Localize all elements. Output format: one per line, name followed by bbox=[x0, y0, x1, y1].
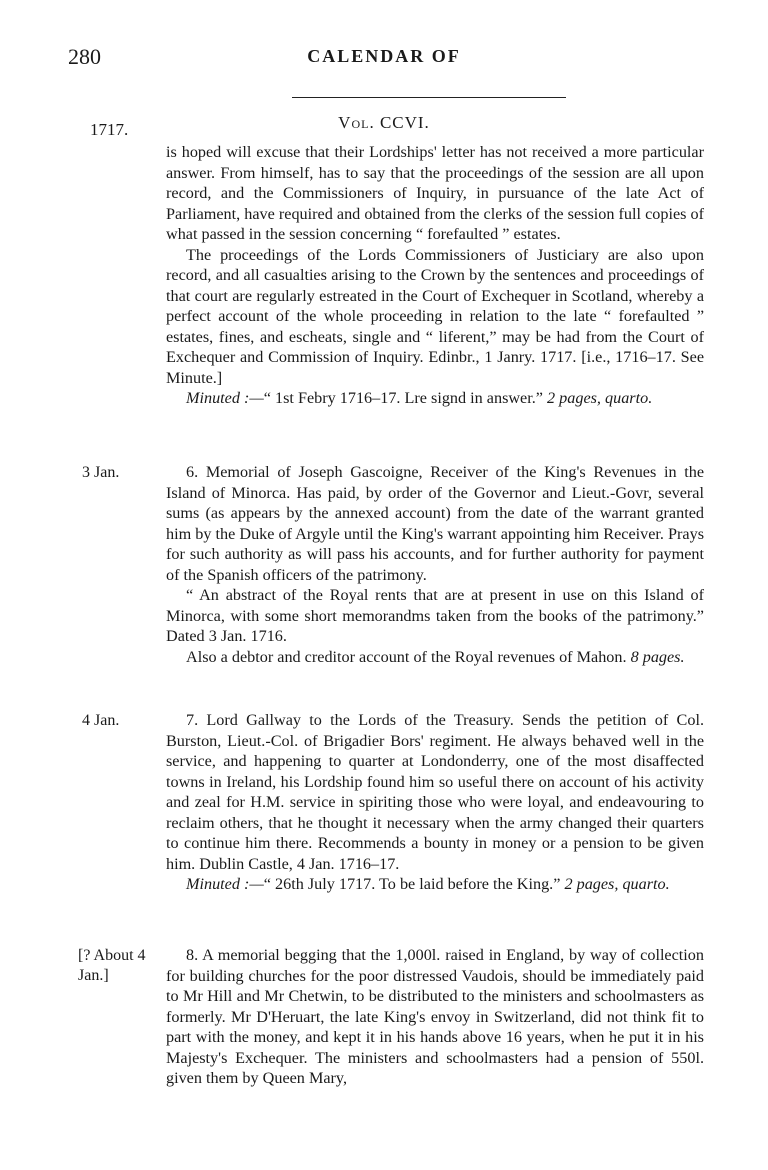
header-rule bbox=[292, 97, 566, 98]
pages-note: 2 pages, quarto. bbox=[547, 389, 653, 407]
minute-text: “ 1st Febry 1716–17. Lre signd in answer.” bbox=[263, 389, 543, 407]
continuation-paragraph: is hoped will excuse that their Lordships' letter has not received a more particular answer. From himself, has to say that the proceedings of the session are all upon record, and the Commissioners of Inquiry, in pursuance of the late Act of Parliament, have required and obtained from the clerks of the session full copies of what passed in the session concerning “ forefaulted ” estates. bbox=[166, 143, 704, 243]
margin-date-entry-6: 3 Jan. bbox=[82, 464, 120, 481]
entry-8 bbox=[166, 945, 704, 1089]
entry-paragraph-text: Also a debtor and creditor account of the Royal revenues of Mahon. bbox=[186, 647, 627, 666]
continuation-paragraph-2: The proceedings of the Lords Commissioners of Justiciary are also upon record, and all casualties arising to the Crown by the sentences and proceedings of that court are regularly estreated in the Court of Exchequer in Scotland, whereby a perfect account of the whole proceeding in relation to the late “ forefaulted ” estates, fines, and escheats, single and “ liferent,” may be had from the Court of Exchequer and Commission of Inquiry. Edinbr., 1 Janry. 1717. [i.e., 1716–17. See Minute.] bbox=[166, 245, 704, 387]
page-number: 280 bbox=[68, 44, 101, 69]
pages-note: 8 pages. bbox=[630, 647, 685, 666]
entry-continuation bbox=[166, 142, 704, 409]
entry-6 bbox=[166, 462, 704, 667]
entry-paragraph bbox=[166, 647, 704, 668]
minute-text: “ 26th July 1717. To be laid before the King.” bbox=[263, 875, 561, 893]
entry-paragraph: 8. A memorial begging that the 1,000l. raised in England, by way of collection for building churches for the poor distressed Vaudois, should be immediately paid to Mr Hill and Mr Chetwin, to be distributed to the ministers and schoolmasters as formerly. Mr D'Heruart, the late King's envoy in Switzerland, did not think fit to part with the money, and kept it in his hands above 16 years, when he put it in his Majesty's Exchequer. The ministers and schoolmasters had a pension of 550l. given them by Queen Mary, bbox=[166, 946, 704, 1087]
margin-date-entry-8: [? About 4 Jan.] bbox=[78, 947, 146, 984]
year-margin: 1717. bbox=[90, 120, 129, 139]
pages-note: 2 pages, quarto. bbox=[564, 875, 670, 893]
minute-line bbox=[166, 874, 704, 895]
entry-paragraph: 6. Memorial of Joseph Gascoigne, Receiver of the King's Revenues in the Island of Minorca. Has paid, by order of the Governor and Lieut.-Govr, several sums (as appears by the annexed account) from the date of the warrant granted him by the Duke of Argyle until the King's warrant appointing him Receiver. Prays for such authority as will pass his accounts, and for further authority for payment of the Spanish officers of the patrimony. bbox=[166, 463, 704, 584]
entry-paragraph: 7. Lord Gallway to the Lords of the Treasury. Sends the petition of Col. Burston, Lieut.-Col. of Brigadier Bors' regiment. He always behaved well in the service, and happening to quarter at Londonderry, one of the most disaffected towns in Ireland, his Lordship found him so useful there on account of his activity and zeal for H.M. service in spiriting those who were loyal, and endeavouring to reclaim others, that he thought it necessary when the army changed their quarters to continue him there. Recommends a bounty in money or a pension to be given him. Dublin Castle, 4 Jan. 1716–17. bbox=[166, 711, 704, 873]
running-title: CALENDAR OF bbox=[307, 46, 461, 66]
minute-label: Minuted :— bbox=[186, 389, 264, 407]
volume-heading: Vol. CCVI. bbox=[338, 113, 430, 132]
minute-line bbox=[166, 388, 704, 409]
margin-date-entry-7: 4 Jan. bbox=[82, 712, 120, 729]
minute-label: Minuted :— bbox=[186, 875, 264, 893]
entry-paragraph: “ An abstract of the Royal rents that are at present in use on this Island of Minorca, with some short memorandms taken from the books of the patrimony.” Dated 3 Jan. 1716. bbox=[166, 586, 704, 645]
entry-7 bbox=[166, 710, 704, 895]
